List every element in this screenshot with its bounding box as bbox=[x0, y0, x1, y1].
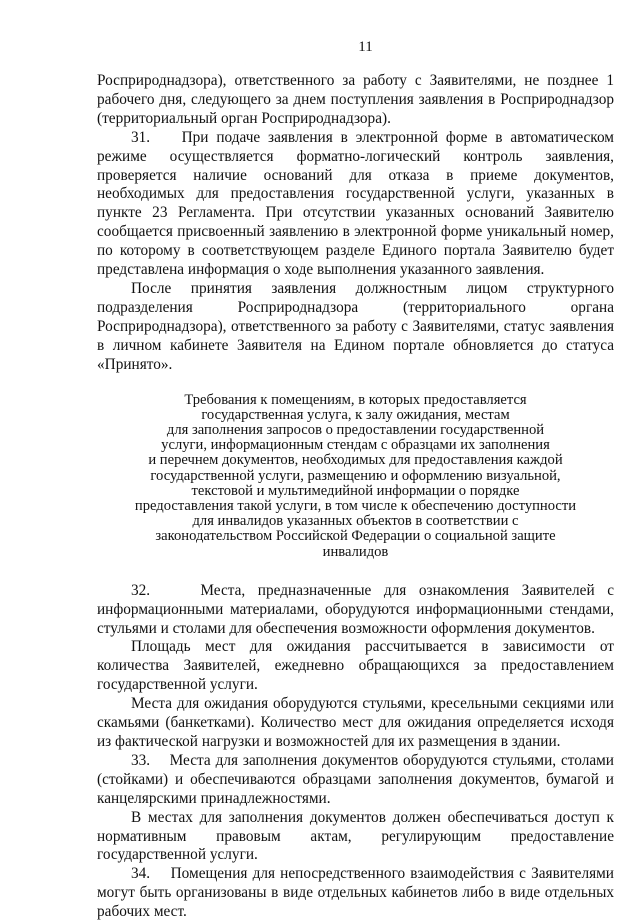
paragraph-32: 32. Места, предназначенные для ознакомления Заявителей с информационными материалами, оборудуются информационными стендами, стульями и столами для обеспечения возможности оформления документов. bbox=[97, 581, 614, 637]
paragraph-waiting-area: Площадь мест для ожидания рассчитывается в зависимости от количества Заявителей, ежедневно обращающихся за предоставлением государственной услуги. bbox=[97, 638, 614, 694]
paragraph-34: 34. Помещения для непосредственного взаимодействия с Заявителями могут быть организованы в виде отдельных кабинетов либо в виде отдельных рабочих мест. bbox=[97, 865, 614, 921]
heading-line: услуги, информационным стендам с образцами их заполнения bbox=[161, 437, 550, 454]
paragraphs-top bbox=[97, 72, 614, 375]
paragraph-33: 33. Места для заполнения документов оборудуются стульями, столами (стойками) и обеспечиваются образцами заполнения документов, бумагой и канцелярскими принадлежностями. bbox=[97, 751, 614, 807]
section-heading bbox=[97, 393, 614, 560]
heading-line: для заполнения запросов о предоставлении государственной bbox=[166, 421, 545, 438]
paragraphs-bottom bbox=[97, 582, 614, 922]
heading-line: текстовой и мультимедийной информации о порядке bbox=[191, 482, 520, 499]
paragraph-continuation: Росприроднадзора), ответственного за работу с Заявителями, не позднее 1 рабочего дня, следующего за днем поступления заявления в Росприроднадзор (территориальный орган Росприроднадзора). bbox=[97, 72, 614, 127]
paragraph-after-accept: После принятия заявления должностным лицом структурного подразделения Росприроднадзора (территориального органа Росприроднадзора), ответственного за работу с Заявителями, статус заявления в личном кабинете Заявителя на Едином портале обновляется до статуса «Принято». bbox=[97, 279, 614, 373]
heading-line: Требования к помещениям, в которых предоставляется bbox=[184, 391, 527, 408]
heading-line: и перечнем документов, необходимых для предоставления каждой bbox=[148, 452, 563, 469]
paragraph-waiting-seats: Места для ожидания оборудуются стульями, кресельными секциями или скамьями (банкетками). Количество мест для ожидания определяется исходя из фактической нагрузки и возможностей для их размещения в здании. bbox=[97, 695, 614, 750]
heading-line: инвалидов bbox=[322, 543, 389, 560]
heading-line: предоставления такой услуги, в том числе к обеспечению доступности bbox=[134, 497, 577, 514]
paragraph-31: 31. При подаче заявления в электронной форме в автоматическом режиме осуществляется форматно-логический контроль заявления, проверяется наличие оснований для отказа в приеме документов, необходимых для предоставления государственной услуги, указанных в пункте 23 Регламента. При отсутствии указанных оснований Заявителю сообщается присвоенный заявлению в электронной форме уникальный номер, по которому в соответствующем разделе Единого портала Заявителю будет представлена информация о ходе выполнения указанного заявления. bbox=[97, 128, 614, 279]
page-number: 11 bbox=[358, 39, 373, 55]
heading-line: законодательством Российской Федерации о социальной защите bbox=[155, 528, 556, 545]
paragraph-access: В местах для заполнения документов должен обеспечиваться доступ к нормативным правовым актам, регулирующим предоставление государственной услуги. bbox=[97, 808, 614, 864]
heading-line: государственной услуги, размещению и оформлению визуальной, bbox=[150, 467, 561, 484]
heading-line: государственная услуга, к залу ожидания, местам bbox=[201, 406, 510, 423]
heading-line: для инвалидов указанных объектов в соответствии с bbox=[192, 513, 519, 530]
